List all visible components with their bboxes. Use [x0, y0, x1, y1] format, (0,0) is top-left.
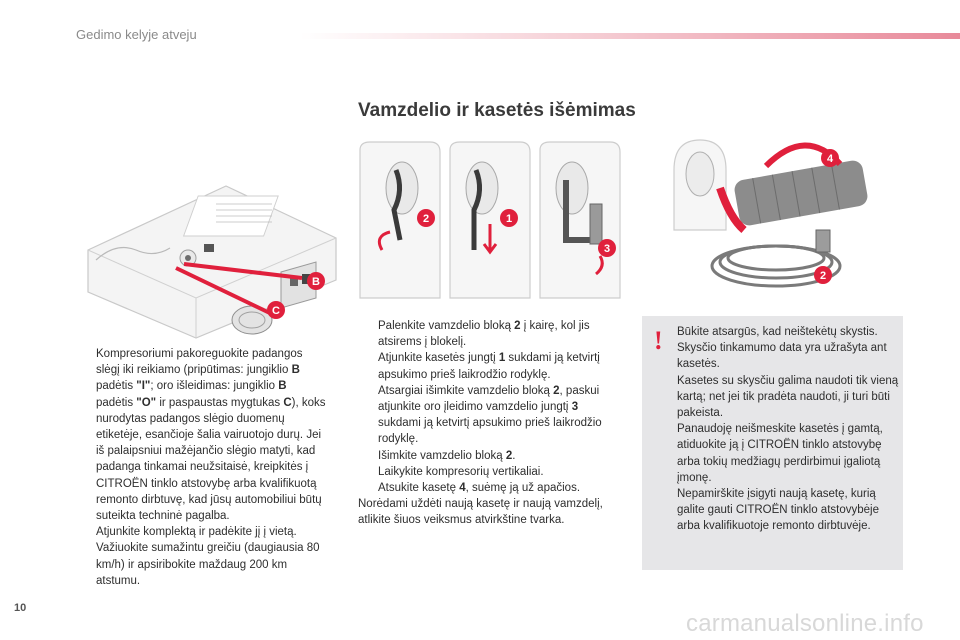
warning-paragraph: Būkite atsargūs, kad neištekėtų skystis. Skysčio tinkamumo data yra užrašyta ant kasetės.: [677, 326, 887, 371]
list-item: [76, 524, 326, 540]
callout-3-step: 3: [603, 243, 611, 255]
callout-c: C: [272, 305, 280, 317]
watermark-text: carmanualsonline.info: [686, 610, 924, 637]
hose-removal-illustration: [356, 140, 626, 300]
callout-2-hose: 2: [819, 270, 827, 282]
warning-paragraph: Nepamirškite įsigyti naują kasetę, kurią galite gauti CITROËN tinklo atstovybėje arba kvalifikuotoje remonto dirbtuvėje.: [677, 488, 879, 533]
list-item: Atsargiai išimkite vamzdelio bloką 2, paskui atjunkite oro įleidimo vamzdelio jungtį 3 sukdami ją ketvirtį apsukimo prieš laikrodžio rodyklę.: [378, 384, 602, 446]
list-item: Palenkite vamzdelio bloką 2 į kairę, kol jis atsirems į blokelį.: [378, 320, 590, 349]
left-instructions: [76, 346, 326, 589]
item-text-1: Kompresoriumi pakoreguokite padangos slėgį iki reikiamo (pripūtimas: jungiklio B padėtis "I"; oro išleidimas: jungiklio B padėtis "O" ir paspaustas mygtukas C), koks nurodytas padangos slėgio duomenų etiketėje, esančioje šalia vairuotojo durų. Jei iš palaipsniui mažėjančio slėgio matyti, kad padanga tinkamai neužsitaisė, kreipkitės į CITROËN tinklo atstovybę arba kvalifikuotą remonto dirbtuvę, kad jūsų automobiliui būtų suteikta techninė pagalba.: [96, 348, 326, 523]
warning-box: [642, 316, 903, 570]
cartridge-illustration: [666, 130, 890, 305]
page-number: 10: [14, 602, 27, 614]
callout-1-step: 1: [505, 213, 513, 225]
list-item: Atjunkite kasetės jungtį 1 sukdami ją ketvirtį apsukimo prieš laikrodžio rodyklę.: [378, 352, 600, 381]
page-header-title: Gedimo kelyje atveju: [76, 27, 197, 42]
callout-4-step: 4: [826, 153, 834, 165]
list-item: [76, 346, 326, 524]
compressor-illustration: [76, 180, 341, 340]
warning-icon: !: [654, 326, 663, 355]
warning-paragraph: Kasetes su skysčiu galima naudoti tik vieną kartą; net jei tik pradėta naudoti, ji turi būti pakeista.: [677, 374, 899, 420]
list-item: Laikykite kompresorių vertikaliai.: [378, 465, 544, 478]
reassembly-note: Norėdami uždėti naują kasetę ir naują vamzdelį, atlikite šiuos veiksmus atvirkštine tvarka.: [358, 498, 603, 527]
item-text-2: Atjunkite komplektą ir padėkite jį į vietą.: [96, 526, 297, 539]
middle-instructions: [358, 318, 620, 529]
list-item: [76, 540, 326, 589]
warning-paragraph: Panaudoję neišmeskite kasetės į gamtą, atiduokite ją į CITROËN tinklo atstovybę arba tokių medžiagų perdirbimui įgaliotą įmonę.: [677, 423, 883, 484]
list-item: Atsukite kasetę 4, suėmę ją už apačios.: [378, 482, 581, 495]
header-accent-bar: [300, 33, 960, 39]
warning-text: [677, 324, 899, 535]
list-item: Išimkite vamzdelio bloką 2.: [378, 449, 516, 462]
item-text-3: Važiuokite sumažintu greičiu (daugiausia 80 km/h) ir apsiribokite maždaug 200 km atstumu.: [96, 542, 320, 587]
callout-b: B: [312, 276, 320, 288]
section-title: Vamzdelio ir kasetės išėmimas: [358, 100, 636, 121]
callout-2-step: 2: [422, 213, 430, 225]
